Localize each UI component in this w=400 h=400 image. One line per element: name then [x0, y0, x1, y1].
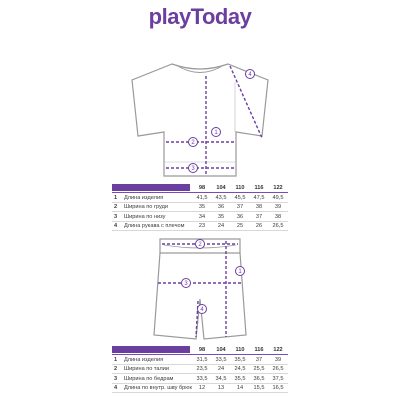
size-header: 122 [273, 347, 283, 353]
size-header: 104 [216, 185, 226, 191]
size-header: 110 [235, 347, 245, 353]
shorts-marker-1 [236, 267, 245, 276]
table-row: 4 Длина по внутр. шву брюк 12 13 14 15,5 16,5 [112, 384, 288, 394]
tshirt-diagram [0, 44, 400, 184]
svg-text:3: 3 [184, 281, 188, 288]
svg-text:2: 2 [191, 140, 195, 147]
shorts-outline [154, 253, 246, 339]
shorts-marker-2 [196, 240, 205, 249]
table-row: 1 Длина изделия 31,5 33,5 35,5 37 39 [112, 355, 288, 365]
table-row: 3 Ширина по низу 34 35 36 37 38 [112, 212, 288, 222]
svg-text:1: 1 [238, 269, 242, 276]
tshirt-outline [132, 64, 268, 176]
table-row: 1 Длина изделия 41,5 43,5 45,5 47,5 49,5 [112, 193, 288, 203]
svg-text:3: 3 [191, 166, 195, 173]
shorts-diagram [0, 235, 400, 345]
table-header [112, 184, 288, 193]
table-row: 2 Ширина по груди 35 36 37 38 39 [112, 203, 288, 213]
table-header [112, 346, 288, 355]
shorts-marker-4 [198, 305, 207, 314]
tshirt-size-table [112, 184, 288, 231]
shorts-inseam-line [196, 301, 198, 337]
table-row: 3 Ширина по бедрам 33,5 34,5 35,5 36,5 37,5 [112, 374, 288, 384]
svg-text:1: 1 [214, 130, 218, 137]
tshirt-marker-1 [212, 128, 221, 137]
brand-logo: playToday [148, 4, 252, 29]
size-header: 98 [198, 347, 206, 353]
table-header-accent [112, 346, 190, 353]
tshirt-marker-3 [189, 164, 198, 173]
svg-text:2: 2 [198, 242, 202, 249]
tshirt-marker-4 [246, 70, 255, 79]
size-header: 122 [273, 185, 283, 191]
size-header: 116 [254, 347, 264, 353]
shorts-size-table [112, 346, 288, 393]
size-header: 98 [198, 185, 206, 191]
table-row: 4 Длина рукава с плечом 23 24 25 26 26,5 [112, 222, 288, 232]
size-header: 116 [254, 185, 264, 191]
shorts-marker-3 [182, 279, 191, 288]
table-header-accent [112, 184, 190, 191]
table-row: 2 Ширина по талии 23,5 24 24,5 25,5 26,5 [112, 365, 288, 375]
svg-text:4: 4 [248, 72, 252, 79]
svg-text:4: 4 [200, 307, 204, 314]
tshirt-marker-2 [189, 138, 198, 147]
size-header: 104 [216, 347, 226, 353]
size-header: 110 [235, 185, 245, 191]
